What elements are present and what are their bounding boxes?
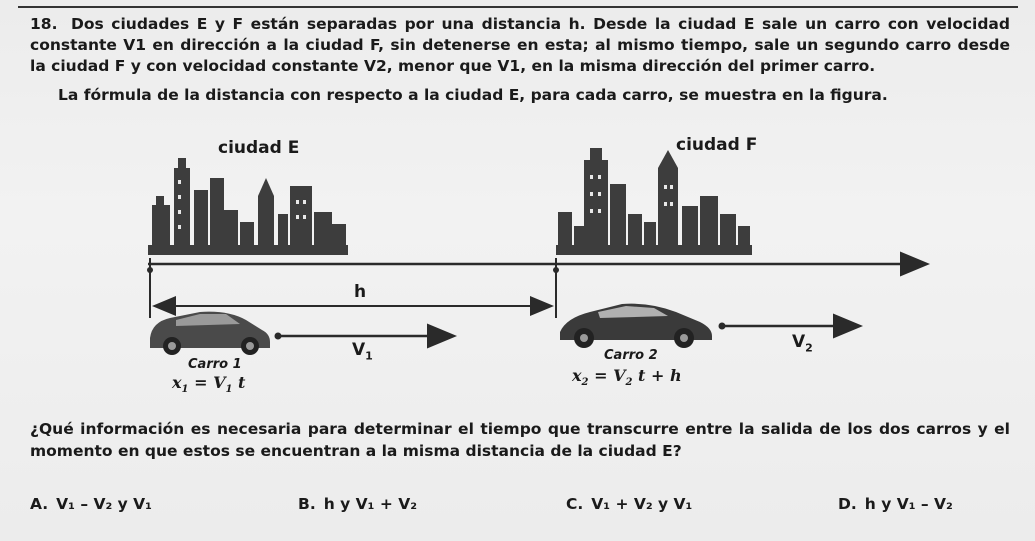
question-body: Dos ciudades E y F están separadas por una distancia h. Desde la ciudad E sale un carro con velocidad constante V1 en dirección a la ciudad F, sin detenerse en esta; al mismo tiempo, sale un segundo carro desde la ciudad F y con velocidad constante V2, menor que V1, en la misma dirección del primer carro. [30, 15, 1010, 75]
option-a-letter: A. [30, 495, 49, 513]
option-d-letter: D. [838, 495, 857, 513]
option-b[interactable] [298, 495, 417, 513]
distance-h-label: h [354, 282, 367, 302]
v1-label: $V_1$ [352, 340, 373, 363]
car-1-formula: $x_1 = V_1$ t [172, 373, 246, 396]
question-prompt: ¿Qué información es necesaria para determinar el tiempo que transcurre entre la salida de los dos carros y el momento en que estos se encuentran a la misma distancia de la ciudad E? [30, 420, 1010, 460]
car-1-label: Carro 1 [188, 357, 242, 372]
option-c-letter: C. [566, 495, 584, 513]
city-e-label: ciudad E [218, 138, 300, 158]
car-2-formula: $x_2 = V_2$ t + h [572, 366, 682, 389]
option-d-text: h y V₁ – V₂ [864, 495, 953, 513]
city-f-label: ciudad F [676, 135, 758, 155]
city-e-skyline [148, 158, 348, 255]
option-b-text: h y V₁ + V₂ [323, 495, 417, 513]
car-1-icon [150, 312, 270, 355]
formula-intro: La fórmula de la distancia con respecto a la ciudad E, para cada carro, se muestra en la figura. [58, 86, 888, 104]
option-c-text: V₁ + V₂ y V₁ [591, 495, 693, 513]
question-number: 18. [30, 15, 58, 33]
car-2-label: Carro 2 [604, 348, 658, 363]
option-a-text: V₁ – V₂ y V₁ [56, 495, 152, 513]
car-2-icon [560, 304, 712, 348]
option-c[interactable] [566, 495, 692, 513]
option-a[interactable] [30, 495, 152, 513]
option-d[interactable] [838, 495, 953, 513]
option-b-letter: B. [298, 495, 316, 513]
city-f-skyline [556, 148, 752, 255]
v2-label: $V_2$ [792, 332, 813, 355]
